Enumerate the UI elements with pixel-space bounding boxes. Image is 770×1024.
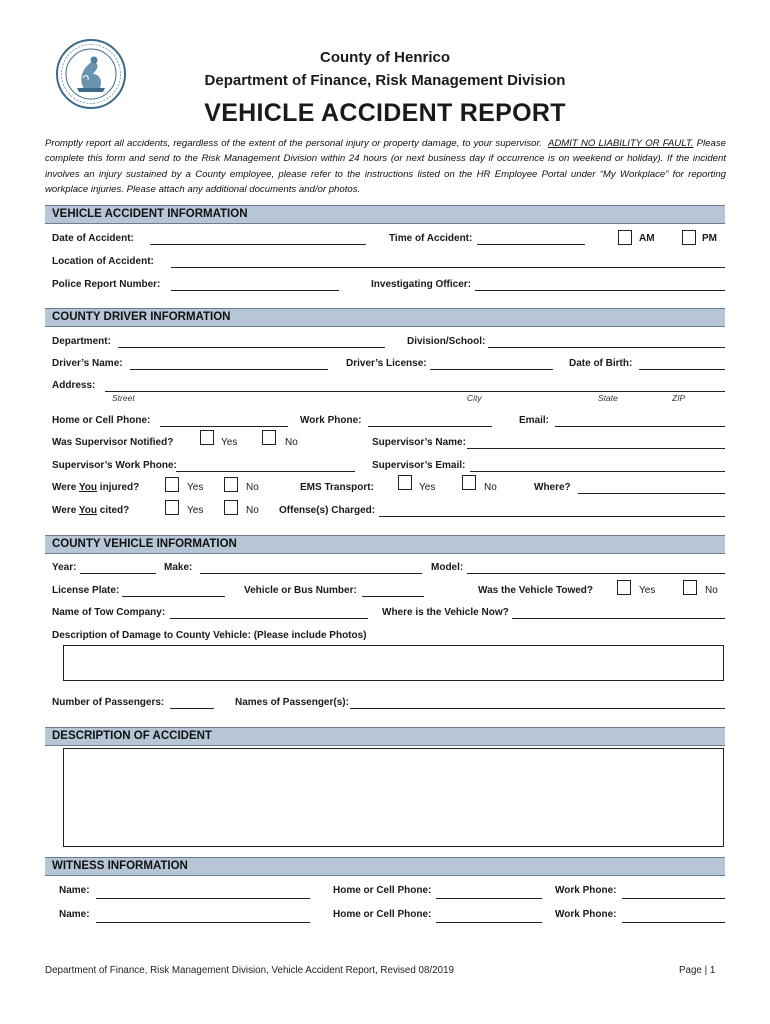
supervisor-email-label: Supervisor’s Email:: [372, 460, 466, 471]
year-label: Year:: [52, 562, 77, 573]
injured-no-label: No: [246, 482, 259, 493]
location-of-accident-field[interactable]: [171, 267, 725, 268]
supervisor-name-label: Supervisor’s Name:: [372, 437, 466, 448]
investigating-officer-field[interactable]: [475, 290, 725, 291]
supervisor-email-field[interactable]: [470, 471, 725, 472]
address-label: Address:: [52, 380, 96, 391]
department-name: Department of Finance, Risk Management Division: [204, 72, 566, 89]
witness-2-work-phone-field[interactable]: [622, 922, 725, 923]
footer-revision-text: Department of Finance, Risk Management Division, Vehicle Accident Report, Revised 08/2019: [45, 965, 454, 976]
ems-no-label: No: [484, 482, 497, 493]
witness-1-name-label: Name:: [59, 885, 90, 896]
injured-yes-label: Yes: [187, 482, 204, 493]
zip-hint: ZIP: [672, 393, 686, 403]
where-label: Where?: [534, 482, 571, 493]
time-of-accident-field[interactable]: [477, 244, 585, 245]
witness-1-work-phone-label: Work Phone:: [555, 885, 617, 896]
injured-yes-checkbox[interactable]: [165, 477, 179, 492]
year-field[interactable]: [80, 573, 156, 574]
damage-description-label: Description of Damage to County Vehicle: (Please include Photos): [52, 630, 367, 641]
ems-no-checkbox[interactable]: [462, 475, 476, 490]
license-plate-label: License Plate:: [52, 585, 120, 596]
instructions-part-1: Promptly report all accidents, regardless of the extent of the personal injury or property damage, to your supervisor.: [45, 138, 542, 149]
instructions-paragraph: [45, 136, 726, 198]
home-cell-phone-label: Home or Cell Phone:: [52, 415, 151, 426]
witness-2-home-phone-label: Home or Cell Phone:: [333, 909, 432, 920]
cited-no-checkbox[interactable]: [224, 500, 238, 515]
ems-yes-checkbox[interactable]: [398, 475, 412, 490]
witness-2-home-phone-field[interactable]: [436, 922, 542, 923]
email-field[interactable]: [555, 426, 725, 427]
vehicle-bus-number-field[interactable]: [362, 596, 424, 597]
department-label: Department:: [52, 336, 111, 347]
supervisor-notified-yes-checkbox[interactable]: [200, 430, 214, 445]
email-label: Email:: [519, 415, 550, 426]
tow-company-field[interactable]: [170, 618, 368, 619]
make-field[interactable]: [200, 573, 422, 574]
number-of-passengers-label: Number of Passengers:: [52, 697, 165, 708]
address-field[interactable]: [105, 391, 725, 392]
work-phone-field[interactable]: [368, 426, 492, 427]
date-of-accident-label: Date of Accident:: [52, 233, 134, 244]
instructions-part-2: Please complete this form and send to the Risk Management Division within 24 hours (or next business day if occurrence is on weekend or holiday). If the incident involves an injury sustained by a County employee, please refer to the instructions listed on the HR Employee Portal under “My Workplace” for reporting workplace injuries. Please attach any additional documents and/or photos.: [45, 138, 726, 196]
witness-1-home-phone-label: Home or Cell Phone:: [333, 885, 432, 896]
home-cell-phone-field[interactable]: [160, 426, 288, 427]
vehicle-towed-label: Was the Vehicle Towed?: [478, 585, 594, 596]
location-of-accident-label: Location of Accident:: [52, 256, 154, 267]
date-of-birth-field[interactable]: [639, 369, 725, 370]
were-you-injured-label: Were You injured?: [52, 482, 140, 493]
police-report-number-field[interactable]: [171, 290, 339, 291]
make-label: Make:: [164, 562, 193, 573]
vehicle-location-field[interactable]: [512, 618, 725, 619]
form-title: VEHICLE ACCIDENT REPORT: [204, 99, 566, 127]
towed-yes-checkbox[interactable]: [617, 580, 631, 595]
division-school-field[interactable]: [488, 347, 725, 348]
am-checkbox[interactable]: [618, 230, 632, 245]
damage-description-box[interactable]: [63, 645, 724, 681]
model-field[interactable]: [467, 573, 725, 574]
street-hint: Street: [112, 393, 135, 403]
pm-label: PM: [702, 233, 717, 244]
vehicle-bus-number-label: Vehicle or Bus Number:: [244, 585, 357, 596]
where-field[interactable]: [578, 493, 725, 494]
footer-page-number: Page | 1: [679, 965, 716, 976]
license-plate-field[interactable]: [122, 596, 225, 597]
supervisor-work-phone-label: Supervisor’s Work Phone:: [52, 460, 177, 471]
department-field[interactable]: [118, 347, 385, 348]
passenger-names-field[interactable]: [350, 708, 725, 709]
division-school-label: Division/School:: [407, 336, 486, 347]
supervisor-notified-no-checkbox[interactable]: [262, 430, 276, 445]
towed-no-label: No: [705, 585, 718, 596]
supervisor-work-phone-field[interactable]: [176, 471, 355, 472]
towed-yes-label: Yes: [639, 585, 656, 596]
drivers-name-field[interactable]: [130, 369, 328, 370]
supervisor-notified-no-label: No: [285, 437, 298, 448]
tow-company-label: Name of Tow Company:: [52, 607, 166, 618]
witness-1-work-phone-field[interactable]: [622, 898, 725, 899]
section-header-witness-info: WITNESS INFORMATION: [45, 857, 725, 876]
drivers-license-field[interactable]: [430, 369, 553, 370]
cited-yes-checkbox[interactable]: [165, 500, 179, 515]
time-of-accident-label: Time of Accident:: [389, 233, 473, 244]
supervisor-notified-label: Was Supervisor Notified?: [52, 437, 174, 448]
section-header-driver-info: COUNTY DRIVER INFORMATION: [45, 308, 725, 327]
supervisor-name-field[interactable]: [467, 448, 725, 449]
vehicle-location-label: Where is the Vehicle Now?: [382, 607, 509, 618]
section-header-vehicle-info: COUNTY VEHICLE INFORMATION: [45, 535, 725, 554]
were-you-cited-label: Were You cited?: [52, 505, 130, 516]
towed-no-checkbox[interactable]: [683, 580, 697, 595]
witness-1-name-field[interactable]: [96, 898, 310, 899]
police-report-number-label: Police Report Number:: [52, 279, 161, 290]
accident-description-box[interactable]: [63, 748, 724, 847]
offenses-charged-label: Offense(s) Charged:: [279, 505, 376, 516]
cited-yes-label: Yes: [187, 505, 204, 516]
injured-no-checkbox[interactable]: [224, 477, 238, 492]
date-of-birth-label: Date of Birth:: [569, 358, 633, 369]
ems-transport-label: EMS Transport:: [300, 482, 374, 493]
model-label: Model:: [431, 562, 464, 573]
drivers-license-label: Driver’s License:: [346, 358, 427, 369]
work-phone-label: Work Phone:: [300, 415, 362, 426]
am-label: AM: [639, 233, 655, 244]
witness-2-name-label: Name:: [59, 909, 90, 920]
supervisor-notified-yes-label: Yes: [221, 437, 238, 448]
city-hint: City: [467, 393, 482, 403]
witness-1-home-phone-field[interactable]: [436, 898, 542, 899]
witness-2-work-phone-label: Work Phone:: [555, 909, 617, 920]
county-name: County of Henrico: [320, 49, 450, 66]
section-header-accident-description: DESCRIPTION OF ACCIDENT: [45, 727, 725, 746]
passenger-names-label: Names of Passenger(s):: [235, 697, 349, 708]
number-of-passengers-field[interactable]: [170, 708, 214, 709]
admit-no-liability-notice: ADMIT NO LIABILITY OR FAULT.: [547, 138, 694, 149]
drivers-name-label: Driver’s Name:: [52, 358, 123, 369]
cited-no-label: No: [246, 505, 259, 516]
investigating-officer-label: Investigating Officer:: [371, 279, 472, 290]
ems-yes-label: Yes: [419, 482, 436, 493]
date-of-accident-field[interactable]: [150, 244, 366, 245]
section-header-accident-info: VEHICLE ACCIDENT INFORMATION: [45, 205, 725, 224]
offenses-charged-field[interactable]: [379, 516, 725, 517]
state-hint: State: [598, 393, 618, 403]
witness-2-name-field[interactable]: [96, 922, 310, 923]
pm-checkbox[interactable]: [682, 230, 696, 245]
